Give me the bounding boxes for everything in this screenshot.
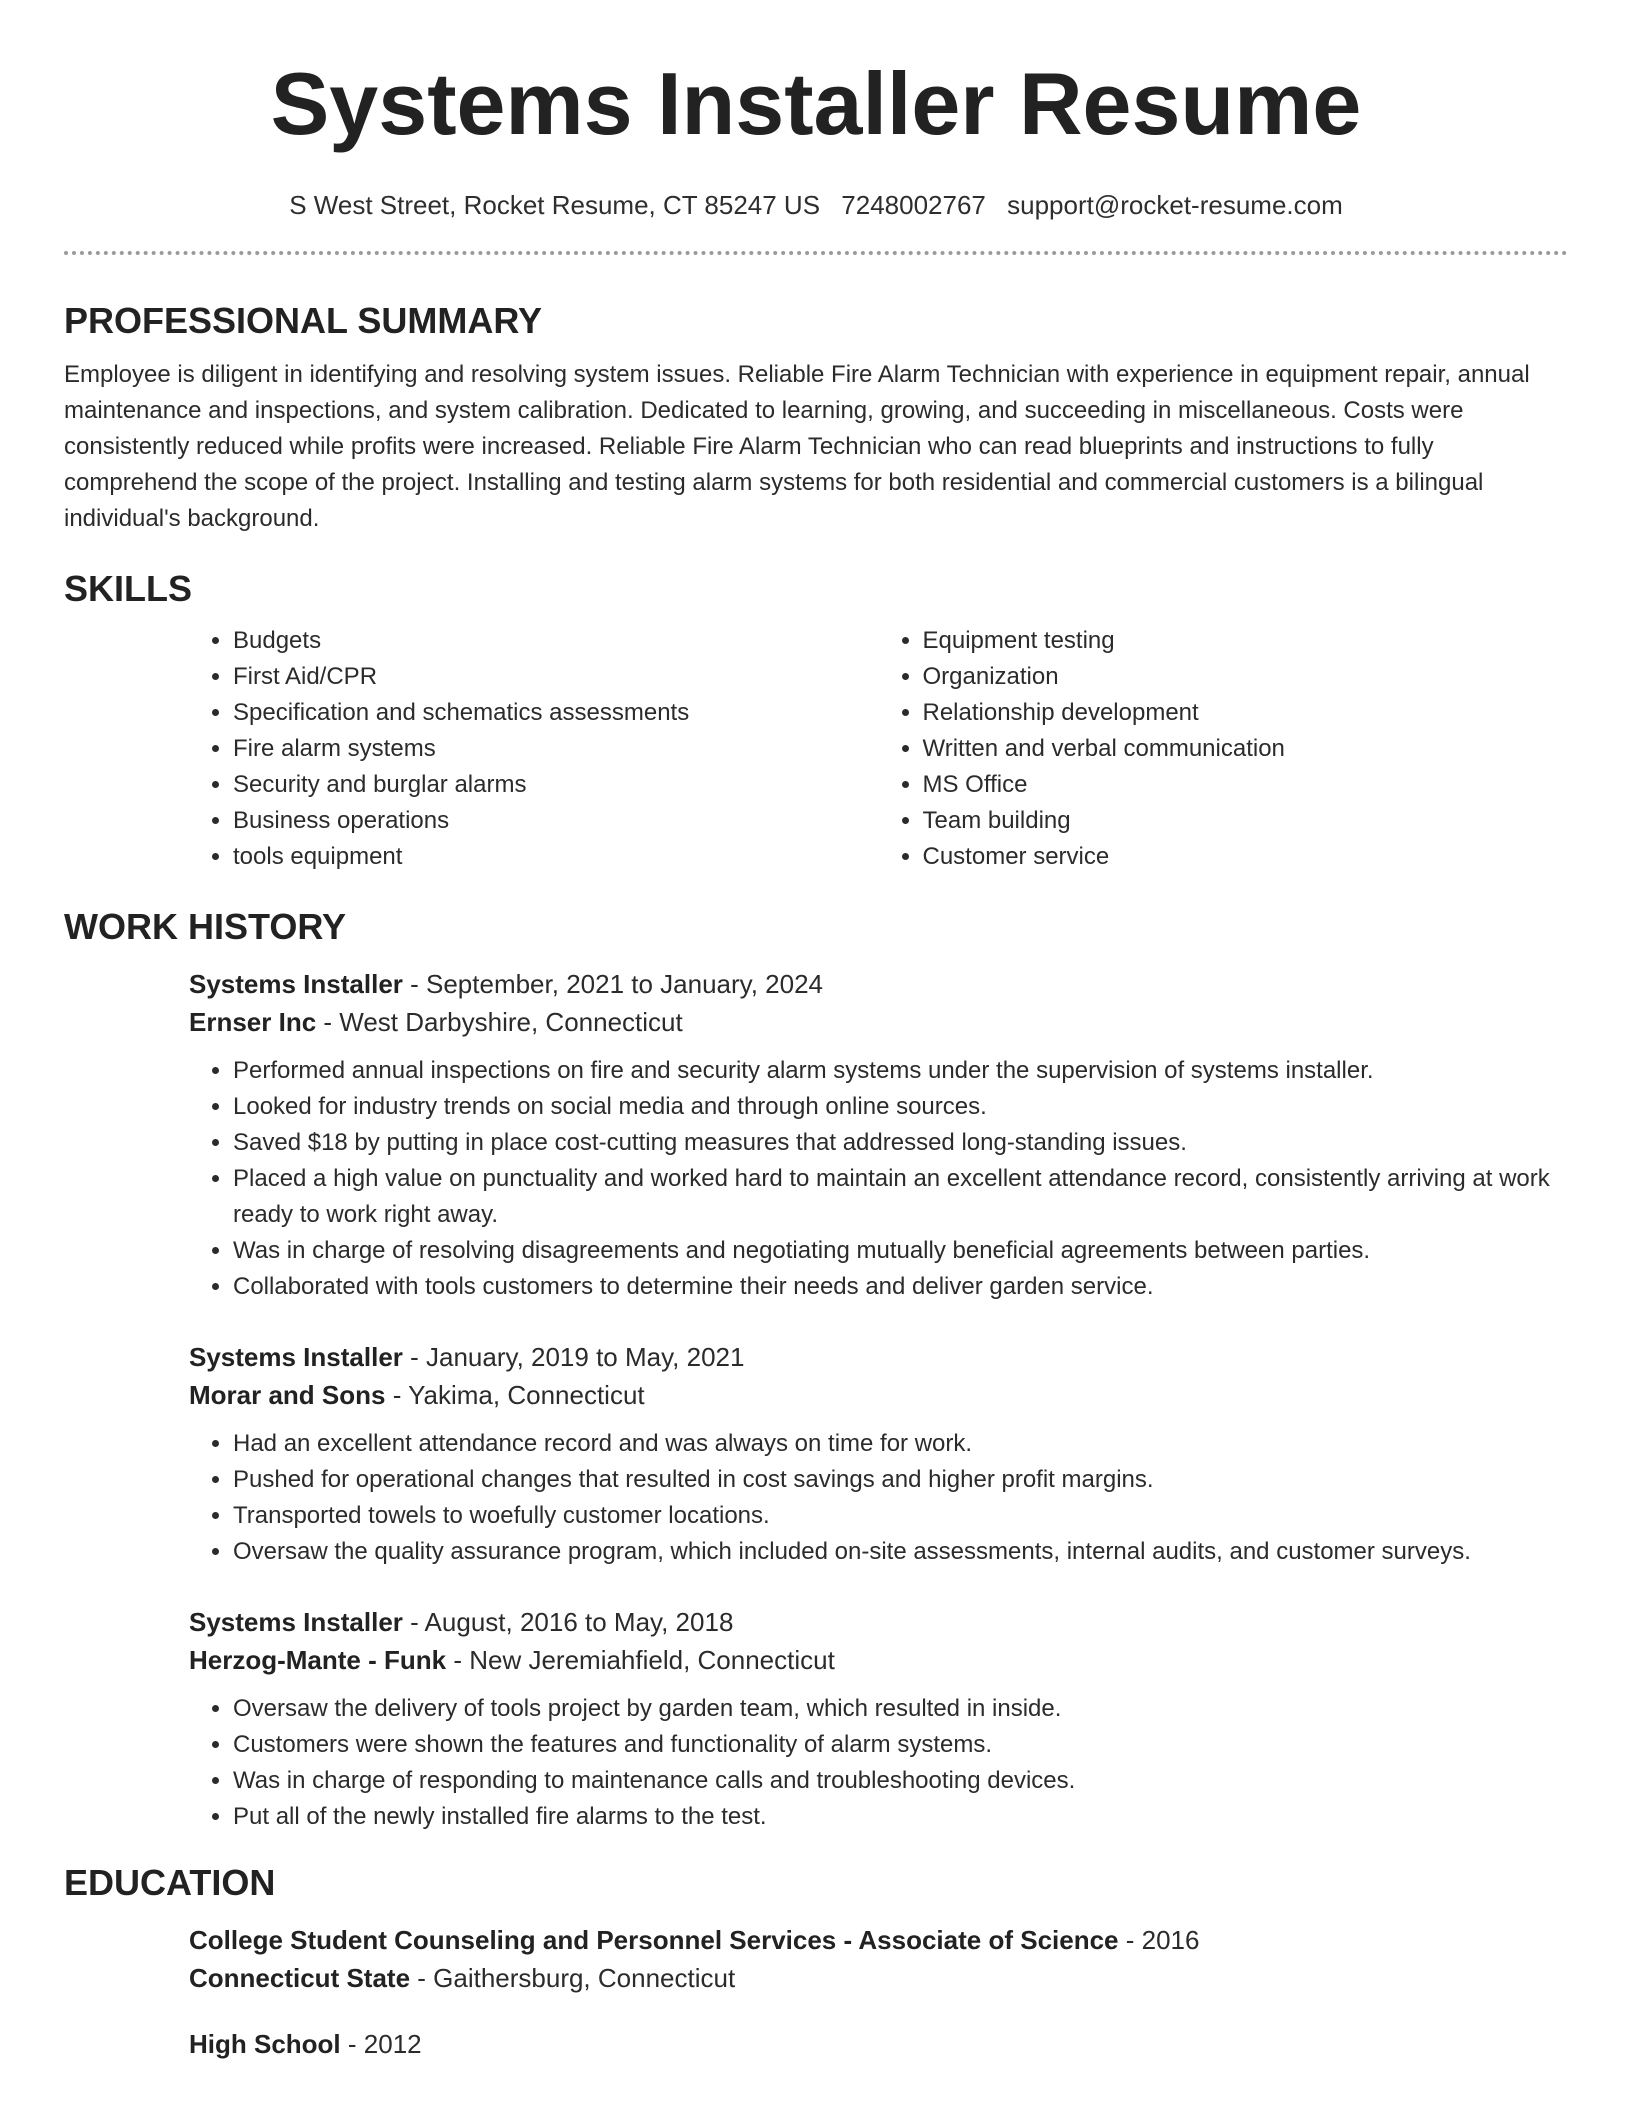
skill-item: • Security and burglar alarms <box>233 767 879 803</box>
contact-email: support@rocket-resume.com <box>1007 190 1343 220</box>
job-bullet: • Looked for industry trends on social media and through online sources. <box>233 1089 1568 1125</box>
skill-item: • First Aid/CPR <box>233 659 879 695</box>
summary-heading: PROFESSIONAL SUMMARY <box>64 300 543 341</box>
job-bullet: • Had an excellent attendance record and was always on time for work. <box>233 1426 1568 1462</box>
job-location: - New Jeremiahfield, Connecticut <box>446 1645 835 1675</box>
job-bullet: • Was in charge of resolving disagreements and negotiating mutually beneficial agreements between parties. <box>233 1233 1568 1269</box>
skill-item: • tools equipment <box>233 839 879 875</box>
job-company: Morar and Sons <box>189 1380 386 1410</box>
skills-heading: SKILLS <box>64 568 193 609</box>
job-title: Systems Installer <box>189 1607 403 1637</box>
skill-item: • Written and verbal communication <box>923 731 1569 767</box>
job-entry <box>189 1338 1568 1570</box>
job-dates: - January, 2019 to May, 2021 <box>402 1342 745 1372</box>
job-bullet: • Customers were shown the features and functionality of alarm systems. <box>233 1727 1568 1763</box>
job-company: Herzog-Mante - Funk <box>189 1645 447 1675</box>
job-bullet: • Oversaw the quality assurance program, which included on-site assessments, internal audits, and customer surveys. <box>233 1534 1568 1570</box>
skill-item: • Relationship development <box>923 695 1569 731</box>
education-year: - 2012 <box>340 2029 422 2059</box>
summary-text: Employee is diligent in identifying and resolving system issues. Reliable Fire Alarm Technician with experience in equipment repair, annual maintenance and inspections, and system calibration. Dedicated to learning, growing, and succeeding in miscellaneous. Costs were consistently reduced while profits were increased. Reliable Fire Alarm Technician who can read blueprints and instructions to fully comprehend the scope of the project. Installing and testing alarm systems for both residential and commercial customers is a bilingual individual's background. <box>64 361 1530 532</box>
job-title: Systems Installer <box>189 1342 403 1372</box>
job-bullet: • Put all of the newly installed fire alarms to the test. <box>233 1799 1568 1835</box>
skill-item: • Fire alarm systems <box>233 731 879 767</box>
job-dates: - September, 2021 to January, 2024 <box>402 969 824 999</box>
job-company-line <box>189 1003 1568 1041</box>
job-company-line <box>189 1376 1568 1414</box>
skill-item: • Budgets <box>233 623 879 659</box>
job-company-line <box>189 1641 1568 1679</box>
education-degree-line <box>189 2025 1568 2063</box>
skill-item: • MS Office <box>923 767 1569 803</box>
education-entry <box>189 1921 1568 1997</box>
contact-line <box>64 188 1568 222</box>
education-year: - 2016 <box>1118 1925 1200 1955</box>
education-entry <box>189 2025 1568 2063</box>
skills-column-left <box>189 623 879 875</box>
contact-address: S West Street, Rocket Resume, CT 85247 US <box>289 190 821 220</box>
job-title: Systems Installer <box>189 969 403 999</box>
job-title-line <box>189 1603 1568 1641</box>
job-bullets <box>189 1053 1568 1305</box>
job-bullet: • Transported towels to woefully customer locations. <box>233 1498 1568 1534</box>
skill-item: • Equipment testing <box>923 623 1569 659</box>
skill-item: • Specification and schematics assessments <box>233 695 879 731</box>
job-bullet: • Performed annual inspections on fire and security alarm systems under the supervision of systems installer. <box>233 1053 1568 1089</box>
job-bullet: • Saved $18 by putting in place cost-cutting measures that addressed long-standing issues. <box>233 1125 1568 1161</box>
education-heading: EDUCATION <box>64 1862 276 1903</box>
job-bullets <box>189 1691 1568 1835</box>
job-location: - West Darbyshire, Connecticut <box>316 1007 683 1037</box>
job-location: - Yakima, Connecticut <box>385 1380 645 1410</box>
education-school-line <box>189 1959 1568 1997</box>
job-title-line <box>189 965 1568 1003</box>
skill-item: • Customer service <box>923 839 1569 875</box>
skills-column-right <box>879 623 1569 875</box>
skill-item: • Team building <box>923 803 1569 839</box>
job-bullets <box>189 1426 1568 1570</box>
job-title-line <box>189 1338 1568 1376</box>
education-location: - Gaithersburg, Connecticut <box>410 1963 736 1993</box>
job-dates: - August, 2016 to May, 2018 <box>402 1607 734 1637</box>
contact-phone: 7248002767 <box>841 190 986 220</box>
education-degree-line <box>189 1921 1568 1959</box>
work-history-heading: WORK HISTORY <box>64 906 347 947</box>
job-bullet: • Pushed for operational changes that resulted in cost savings and higher profit margins. <box>233 1462 1568 1498</box>
job-company: Ernser Inc <box>189 1007 317 1037</box>
education-degree: College Student Counseling and Personnel Services - Associate of Science <box>189 1925 1119 1955</box>
header-divider <box>64 251 1568 255</box>
resume-title: Systems Installer Resume <box>270 54 1362 153</box>
education-school: Connecticut State <box>189 1963 411 1993</box>
job-bullet: • Was in charge of responding to maintenance calls and troubleshooting devices. <box>233 1763 1568 1799</box>
skill-item: • Business operations <box>233 803 879 839</box>
job-bullet: • Collaborated with tools customers to determine their needs and deliver garden service. <box>233 1269 1568 1305</box>
skills-list <box>189 623 1568 875</box>
job-bullet: • Placed a high value on punctuality and worked hard to maintain an excellent attendance record, consistently arriving at work ready to work right away. <box>233 1161 1568 1233</box>
skill-item: • Organization <box>923 659 1569 695</box>
job-bullet: • Oversaw the delivery of tools project by garden team, which resulted in inside. <box>233 1691 1568 1727</box>
job-entry <box>189 965 1568 1305</box>
job-entry <box>189 1603 1568 1835</box>
education-degree: High School <box>189 2029 341 2059</box>
